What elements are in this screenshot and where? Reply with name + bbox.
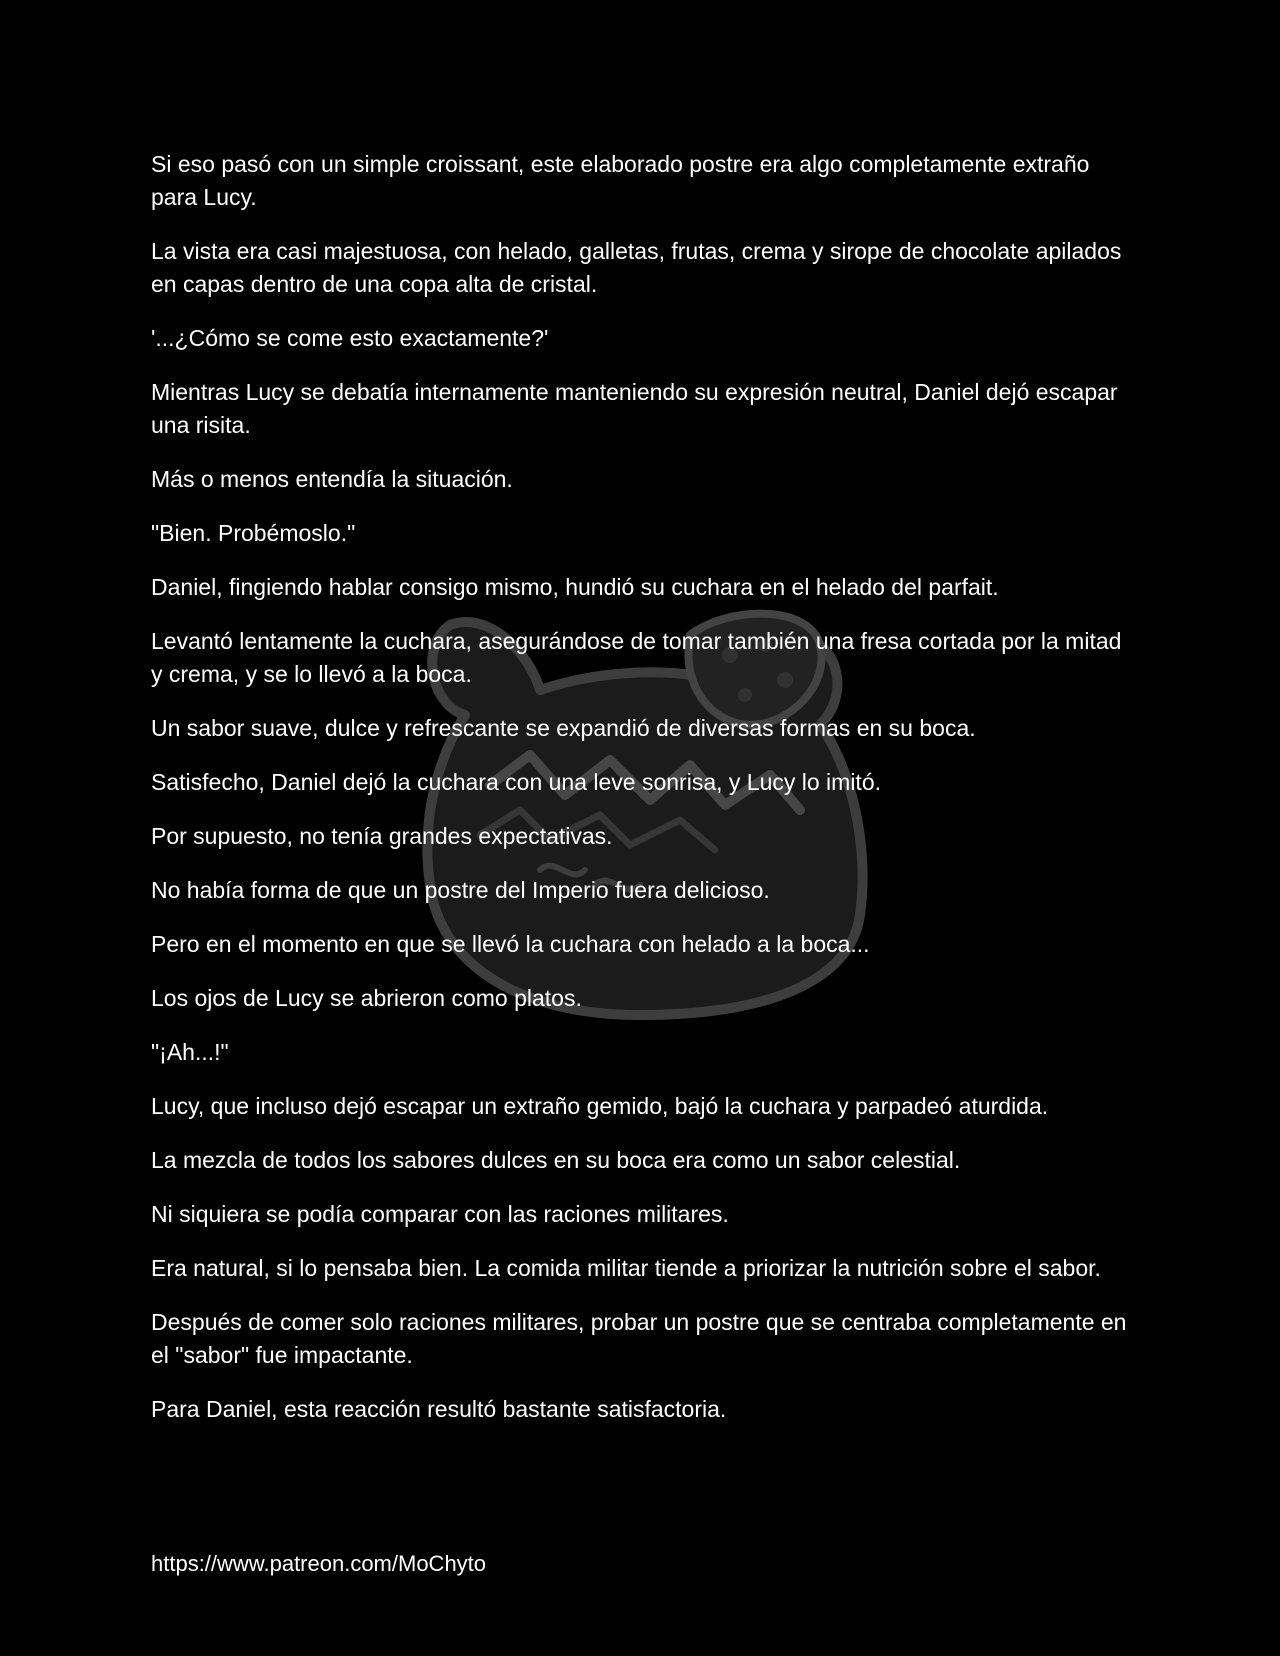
paragraph: Para Daniel, esta reacción resultó bastante satisfactoria. (151, 1396, 727, 1422)
paragraph: '...¿Cómo se come esto exactamente?' (151, 325, 549, 351)
paragraph: Si eso pasó con un simple croissant, este elaborado postre era algo completamente extraño para Lucy. (151, 151, 1090, 210)
paragraph: Daniel, fingiendo hablar consigo mismo, hundió su cuchara en el helado del parfait. (151, 574, 999, 600)
document-body (151, 148, 1131, 1447)
paragraph: Un sabor suave, dulce y refrescante se expandió de diversas formas en su boca. (151, 715, 976, 741)
paragraph: La mezcla de todos los sabores dulces en su boca era como un sabor celestial. (151, 1147, 961, 1173)
patreon-link[interactable]: https://www.patreon.com/MoChyto (151, 1551, 487, 1576)
paragraph: Mientras Lucy se debatía internamente manteniendo su expresión neutral, Daniel dejó escapar una risita. (151, 379, 1118, 438)
paragraph: "¡Ah...!" (151, 1039, 229, 1065)
paragraph: La vista era casi majestuosa, con helado, galletas, frutas, crema y sirope de chocolate apilados en capas dentro de una copa alta de cristal. (151, 238, 1122, 297)
paragraph: Pero en el momento en que se llevó la cuchara con helado a la boca... (151, 931, 870, 957)
paragraph: No había forma de que un postre del Imperio fuera delicioso. (151, 877, 770, 903)
paragraph: Después de comer solo raciones militares, probar un postre que se centraba completamente en el "sabor" fue impactante. (151, 1309, 1127, 1368)
paragraph: Lucy, que incluso dejó escapar un extraño gemido, bajó la cuchara y parpadeó aturdida. (151, 1093, 1049, 1119)
paragraph: Más o menos entendía la situación. (151, 466, 513, 492)
paragraph: Por supuesto, no tenía grandes expectativas. (151, 823, 613, 849)
paragraph: Era natural, si lo pensaba bien. La comida militar tiende a priorizar la nutrición sobre el sabor. (151, 1255, 1101, 1281)
paragraph: Ni siquiera se podía comparar con las raciones militares. (151, 1201, 729, 1227)
paragraph: Satisfecho, Daniel dejó la cuchara con una leve sonrisa, y Lucy lo imitó. (151, 769, 882, 795)
paragraph: Levantó lentamente la cuchara, asegurándose de tomar también una fresa cortada por la mitad y crema, y se lo llevó a la boca. (151, 628, 1122, 687)
paragraph: "Bien. Probémoslo." (151, 520, 356, 546)
paragraph: Los ojos de Lucy se abrieron como platos. (151, 985, 582, 1011)
